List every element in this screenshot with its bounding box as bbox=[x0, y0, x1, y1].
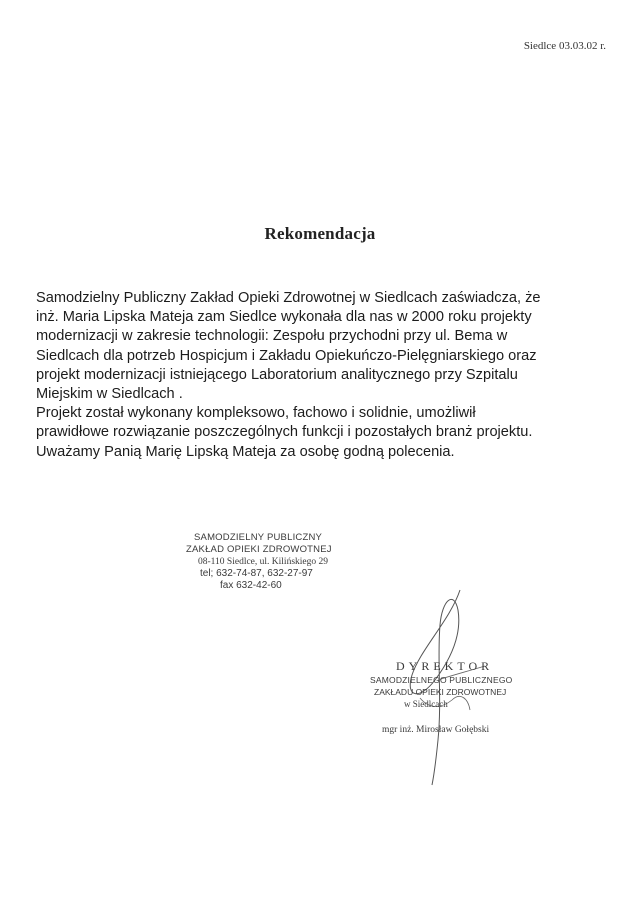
body-line: Projekt został wykonany kompleksowo, fachowo i solidnie, umożliwił bbox=[36, 405, 476, 422]
director-stamp-line: w Siedlcach bbox=[404, 699, 448, 709]
body-line: Siedlcach dla potrzeb Hospicjum i Zakładu Opiekuńczo-Pielęgniarskiego oraz bbox=[36, 347, 537, 364]
body-line: projekt modernizacji istniejącego Laboratorium analitycznego przy Szpitalu bbox=[36, 366, 518, 383]
body-line: Miejskim w Siedlcach . bbox=[36, 386, 183, 403]
stamp-line: ZAKŁAD OPIEKI ZDROWOTNEJ bbox=[186, 544, 332, 555]
director-stamp-line: SAMODZIELNEGO PUBLICZNEGO bbox=[370, 675, 513, 685]
director-name: mgr inż. Mirosław Gołębski bbox=[382, 725, 490, 735]
stamp-address: 08-110 Siedlce, ul. Kilińskiego 29 bbox=[198, 557, 328, 567]
body-line: modernizacji w zakresie technologii: Zespołu przychodni przy ul. Bema w bbox=[36, 328, 508, 345]
body-line: Samodzielny Publiczny Zakład Opieki Zdrowotnej w Siedlcach zaświadcza, że bbox=[36, 290, 541, 306]
director-stamp bbox=[370, 660, 570, 736]
body-line: prawidłowe rozwiązanie poszczególnych funkcji i pozostałych branż projektu. bbox=[36, 424, 533, 441]
director-stamp-line: ZAKŁADU OPIEKI ZDROWOTNEJ bbox=[374, 687, 507, 697]
document-body bbox=[36, 289, 606, 462]
document-date: Siedlce 03.03.02 r. bbox=[523, 40, 606, 52]
stamp-phone: tel; 632-74-87, 632-27-97 bbox=[200, 568, 313, 579]
stamp-fax: fax 632-42-60 bbox=[220, 580, 282, 591]
director-role: DYREKTOR bbox=[396, 659, 494, 673]
body-line: inż. Maria Lipska Mateja zam Siedlce wykonała dla nas w 2000 roku projekty bbox=[36, 309, 532, 326]
institution-stamp bbox=[180, 532, 380, 592]
document-title: Rekomendacja bbox=[264, 224, 376, 243]
body-line: Uważamy Panią Marię Lipską Mateja za osobę godną polecenia. bbox=[36, 443, 455, 460]
stamp-line: SAMODZIELNY PUBLICZNY bbox=[194, 532, 323, 543]
